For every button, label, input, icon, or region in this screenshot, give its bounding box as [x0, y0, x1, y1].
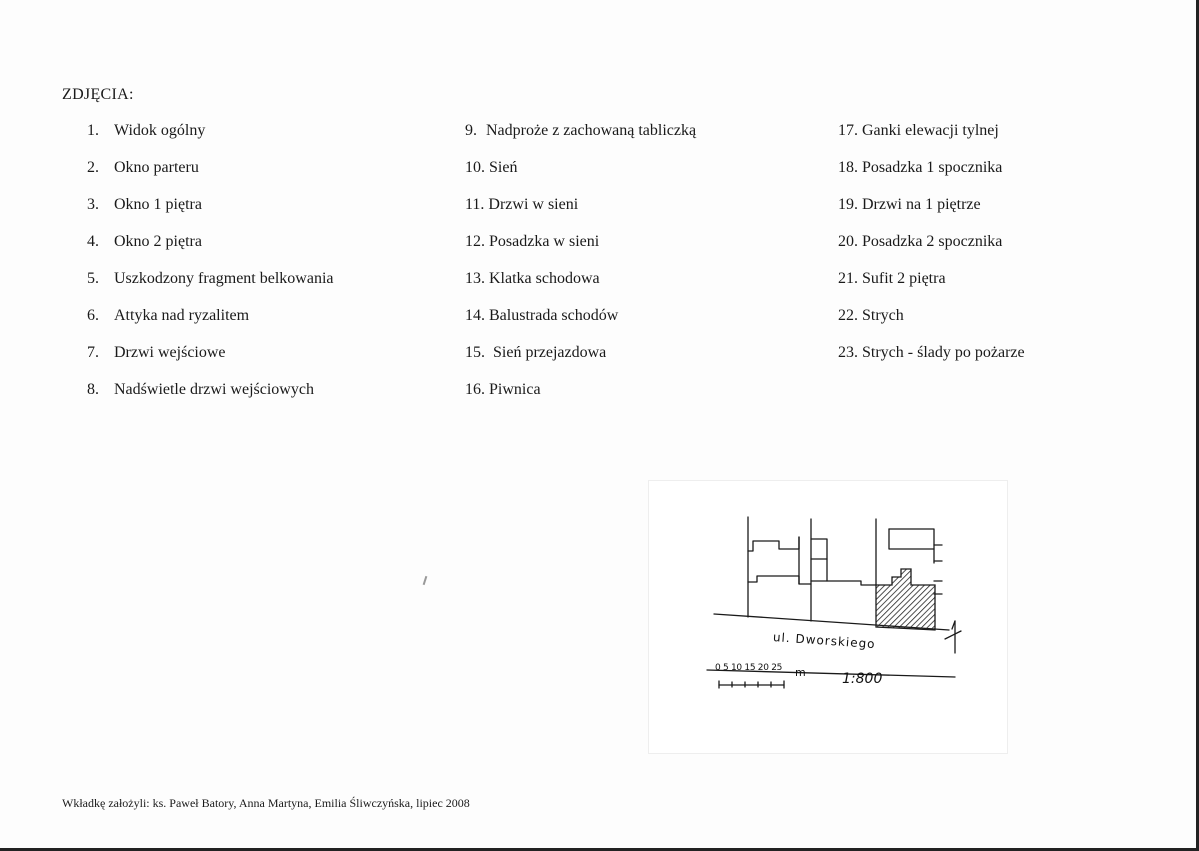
- list-item: 19. Drzwi na 1 piętrze: [838, 196, 981, 213]
- scale-unit: m: [795, 666, 806, 679]
- list-item: 13. Klatka schodowa: [465, 270, 600, 287]
- list-item: 8. Nadświetle drzwi wejściowych: [87, 381, 314, 398]
- photo-list-column-1: [87, 121, 333, 417]
- list-item: 17. Ganki elewacji tylnej: [838, 122, 999, 139]
- list-item: 23. Strych - ślady po pożarze: [838, 344, 1025, 361]
- list-item: 21. Sufit 2 piętra: [838, 270, 946, 287]
- list-item: 15. Sień przejazdowa: [465, 344, 607, 361]
- photos-heading: ZDJĘCIA:: [62, 86, 134, 103]
- list-item: 11. Drzwi w sieni: [465, 196, 579, 213]
- highlighted-building: [876, 569, 935, 630]
- list-item: 2. Okno parteru: [87, 159, 199, 176]
- list-item: 6. Attyka nad ryzalitem: [87, 307, 250, 324]
- scale-ratio: 1:800: [842, 671, 883, 687]
- scale-numbers: 0 5 10 15 20 25: [715, 663, 783, 673]
- list-item: 4. Okno 2 piętra: [87, 233, 202, 250]
- photo-list-column-3: [838, 121, 1025, 380]
- site-plan-drawing: [649, 481, 1007, 753]
- list-item: 12. Posadzka w sieni: [465, 233, 600, 250]
- photo-list-column-2: [465, 121, 696, 417]
- list-item: 16. Piwnica: [465, 381, 541, 398]
- paper-speck: [423, 576, 428, 585]
- list-item: 9. Nadproże z zachowaną tabliczką: [465, 122, 697, 139]
- list-item: 10. Sień: [465, 159, 518, 176]
- list-item: 22. Strych: [838, 307, 904, 324]
- footer-credits: Wkładkę założyli: ks. Paweł Batory, Anna Martyna, Emilia Śliwczyńska, lipiec 2008: [62, 796, 470, 810]
- street-label: ul. Dworskiego: [772, 630, 877, 652]
- list-item: 20. Posadzka 2 spocznika: [838, 233, 1003, 250]
- location-map: [648, 480, 1008, 754]
- list-item: 3. Okno 1 piętra: [87, 196, 202, 213]
- list-item: 7. Drzwi wejściowe: [87, 344, 226, 361]
- list-item: 18. Posadzka 1 spocznika: [838, 159, 1003, 176]
- list-item: 1. Widok ogólny: [87, 122, 206, 139]
- list-item: 5. Uszkodzony fragment belkowania: [87, 270, 334, 287]
- list-item: 14. Balustrada schodów: [465, 307, 619, 324]
